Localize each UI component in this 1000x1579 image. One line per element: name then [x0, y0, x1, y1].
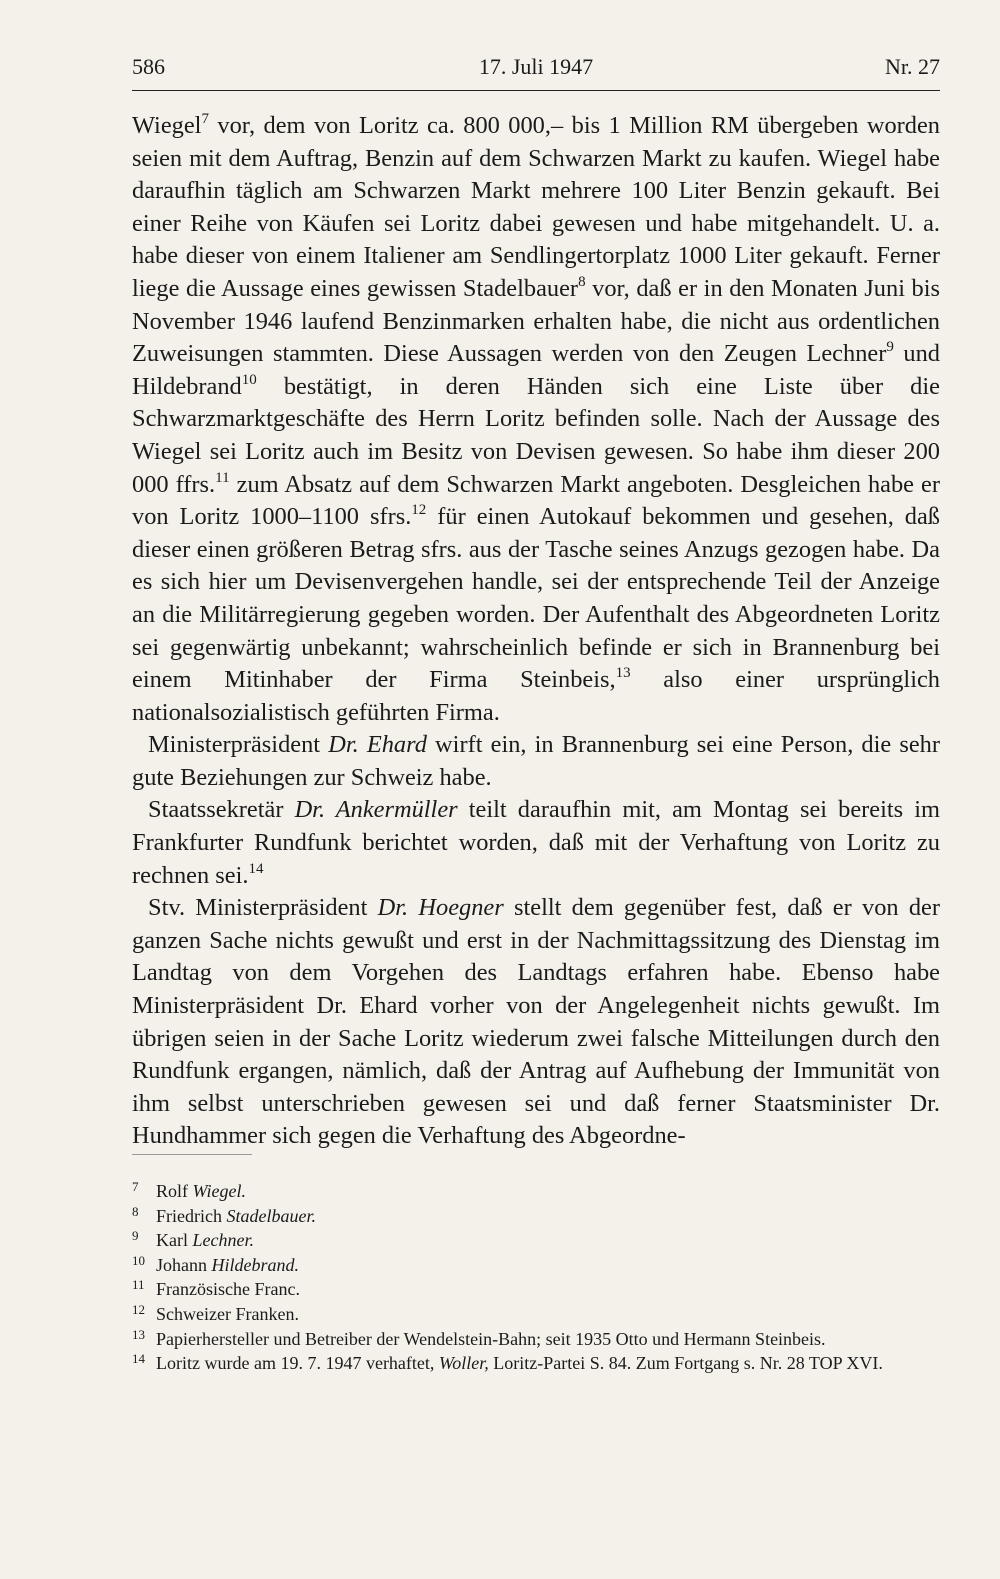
text-run: Karl [156, 1230, 193, 1251]
footnote-text [156, 1278, 940, 1302]
text-run: also einer ursprünglich nationalsozialistisch geführten Firma. [132, 666, 940, 726]
header-date: 17. Juli 1947 [478, 54, 594, 79]
footnote [132, 1278, 940, 1303]
paragraph-2 [132, 729, 940, 794]
footnote-number: 10 [132, 1252, 145, 1268]
text-run: Schweizer Franken. [156, 1303, 299, 1324]
text-run: Ministerpräsident [148, 731, 329, 759]
header-issue: Nr. 27 [885, 54, 940, 79]
footnote [132, 1303, 940, 1328]
page-number: 586 [132, 54, 165, 79]
page-header [132, 50, 940, 91]
footnotes [132, 1180, 940, 1377]
paragraph-1 [132, 110, 940, 729]
paragraph-4 [132, 892, 940, 1153]
footnote-number: 8 [132, 1203, 139, 1219]
person-name: Lechner. [192, 1230, 254, 1251]
footnote-text [156, 1303, 940, 1327]
footnote-number: 13 [132, 1326, 145, 1342]
speaker-name: Dr. Ankermüller [294, 796, 458, 824]
footnote-ref-11: 11 [215, 469, 230, 486]
footnote-number: 12 [132, 1301, 145, 1317]
text-run: Loritz wurde am 19. 7. 1947 verhaftet, [156, 1353, 439, 1374]
footnote-number: 9 [132, 1228, 139, 1244]
footnote-ref-13: 13 [615, 665, 631, 682]
footnote-text [156, 1254, 940, 1278]
text-run: Johann [156, 1254, 212, 1275]
text-run: Rolf [156, 1181, 193, 1201]
footnote-number: 14 [132, 1351, 145, 1367]
footnote [132, 1254, 940, 1279]
footnote-text [156, 1229, 940, 1253]
footnote-divider [132, 1154, 252, 1155]
footnote-ref-12: 12 [411, 502, 427, 519]
footnote-text [156, 1328, 940, 1352]
speaker-name: Dr. Ehard [328, 731, 427, 759]
text-run: stellt dem gegenüber fest, daß er von der ganzen Sache nichts gewußt und erst in der Nachmittagssitzung des Dienstag im Landtag von dem Vorgehen des Landtags erfahren habe. Ebenso habe Ministerpräsident Dr. Ehard vorher von der Angelegenheit nichts gewußt. Im übrigen seien in der Sache Loritz wiederum zwei falsche Mitteilungen durch den Rundfunk ergangen, nämlich, daß der Antrag auf Aufhebung der Immunität von ihm selbst unterschrieben gewesen sei und daß ferner Staatsminister Dr. Hundhammer sich gegen die Verhaftung des Abgeordne- [132, 894, 940, 1150]
footnote-ref-9: 9 [886, 339, 894, 356]
footnote [132, 1328, 940, 1353]
text-run: zum Absatz auf dem Schwarzen Markt angeboten. Desgleichen habe er von Loritz 1000–1100 sfrs. [132, 470, 940, 531]
footnote [132, 1229, 940, 1254]
person-name: Hildebrand. [211, 1254, 299, 1275]
text-run: Papierhersteller und Betreiber der Wendelstein-Bahn; seit 1935 Otto und Hermann Steinbeis. [156, 1328, 826, 1349]
paragraph-3 [132, 794, 940, 892]
text-run: Staatssekretär [148, 796, 295, 824]
person-name: Wiegel. [192, 1181, 246, 1201]
text-run: Friedrich [156, 1205, 227, 1226]
speaker-name: Dr. Hoegner [377, 894, 504, 922]
footnote-ref-7: 7 [201, 111, 209, 127]
footnote [132, 1180, 940, 1205]
text-run: vor, dem von Loritz ca. 800 000,– bis 1 Million RM übergeben worden seien mit dem Auftrag, Benzin auf dem Schwarzen Markt zu kaufen. Wiegel habe daraufhin täglich am Schwarzen Markt mehrere 100 Liter Benzin gekauft. Bei einer Reihe von Käufen sei Loritz dabei gewesen und habe mitgehandelt. U. a. habe dieser von einem Italiener am Sendlingertorplatz 1000 Liter gekauft. Ferner liege die Aussage eines gewissen Stadelbauer [132, 112, 940, 302]
text-run: wirft ein, in Brannenburg sei eine Person, die sehr gute Beziehungen zur Schweiz habe. [132, 731, 941, 791]
footnote-number: 11 [132, 1277, 145, 1293]
footnote [132, 1352, 940, 1377]
text-run: Stv. Ministerpräsident [148, 894, 378, 922]
author-name: Woller, [438, 1353, 489, 1374]
text-run: teilt daraufhin mit, am Montag sei bereits im Frankfurter Rundfunk berichtet worden, daß mit der Verhaftung von Loritz zu rechnen sei. [132, 796, 941, 889]
footnote-ref-10: 10 [241, 371, 257, 388]
text-run: Französische Franc. [156, 1279, 300, 1300]
text-run: vor, daß er in den Monaten Juni bis November 1946 laufend Benzinmarken erhalten habe, die nicht aus ordentlichen Zuweisungen stammten. Diese Aussagen werden von den Zeugen Lechner [132, 274, 941, 368]
main-text [132, 110, 940, 1153]
footnote-number: 7 [132, 1179, 139, 1194]
text-run: Wiegel [132, 112, 202, 139]
footnote-ref-14: 14 [248, 860, 264, 877]
text-run: Loritz-Partei S. 84. Zum Fortgang s. Nr. 28 TOP XVI. [488, 1353, 883, 1374]
footnote-text [156, 1352, 940, 1376]
text-run: bestätigt, in deren Händen sich eine Liste über die Schwarzmarktgeschäfte des Herrn Loritz befinden solle. Nach der Aussage des Wiegel sei Loritz auch im Besitz von Devisen gewesen. So habe ihm dieser 200 000 ffrs. [132, 372, 940, 498]
person-name: Stadelbauer. [226, 1205, 316, 1226]
footnote-text [156, 1180, 940, 1204]
footnote [132, 1205, 940, 1230]
footnote-ref-8: 8 [578, 273, 586, 290]
footnote-text [156, 1205, 940, 1229]
text-run: für einen Autokauf bekommen und gesehen, daß dieser einen größeren Betrag sfrs. aus der Tasche seines Anzugs gezogen habe. Da es sich hier um Devisenvergehen handle, sei der entsprechende Teil der Anzeige an die Militärregierung gegeben worden. Der Aufenthalt des Abgeordneten Loritz sei gegenwärtig unbekannt; wahrscheinlich befinde er sich in Brannenburg bei einem Mitinhaber der Firma Steinbeis, [132, 503, 940, 694]
text-run: und Hildebrand [132, 340, 940, 400]
